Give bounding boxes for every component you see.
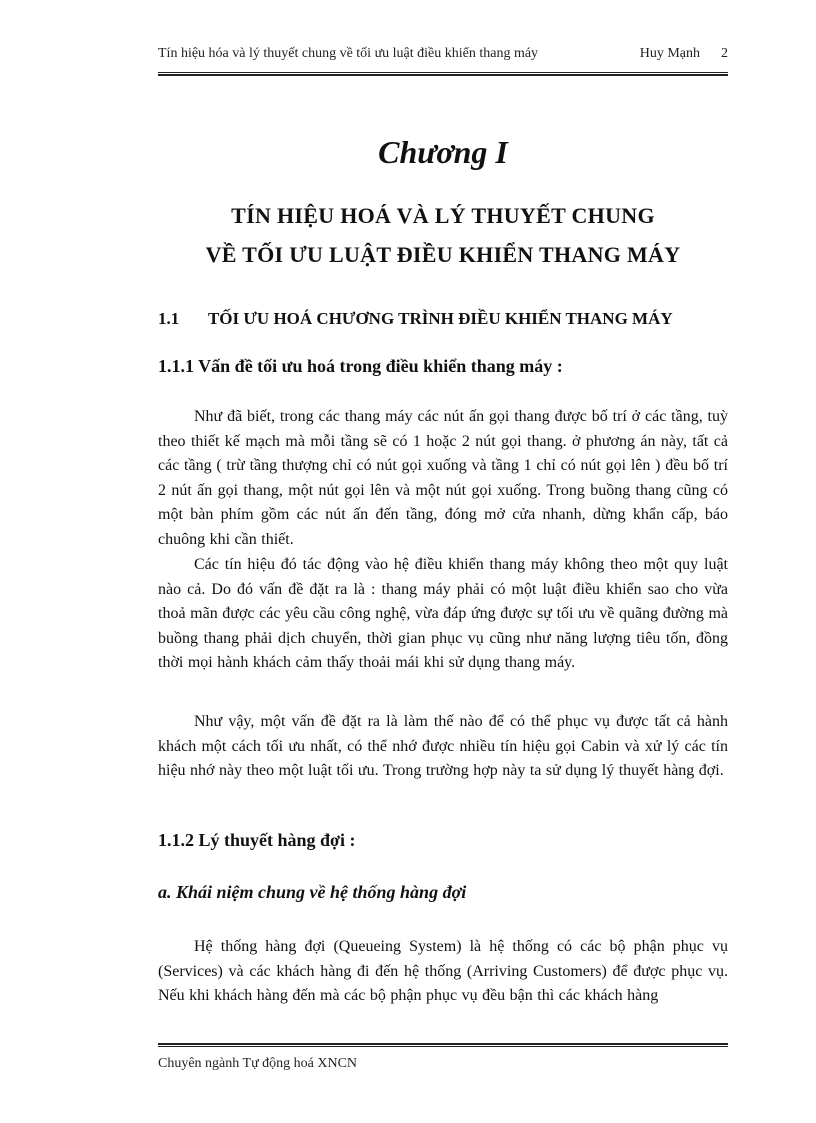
paragraph-1: Như đã biết, trong các thang máy các nút ấn gọi thang được bố trí ở các tầng, tuỳ theo thiết kế mạch mà mỗi tầng sẽ có 1 hoặc 2 nút gọi thang. ở phương án này, tất cả các tầng ( trừ tầng thượng chỉ có nút gọi xuống và tầng 1 chỉ có nút gọi lên ) đều bố trí 2 nút ấn gọi thang, một nút gọi lên và một nút gọi xuống. Trong buồng thang cũng có một bàn phím gồm các nút ấn đến tầng, đóng mở cửa nhanh, dừng khẩn cấp, báo chuông khi cần thiết. — [158, 408, 728, 548]
paragraph-4: Hệ thống hàng đợi (Queueing System) là hệ thống có các bộ phận phục vụ (Services) và các khách hàng đi đến hệ thống (Arriving Customers) để được phục vụ. Nếu khi khách hàng đến mà các bộ phận phục vụ đều bận thì các khách hàng — [158, 938, 728, 1004]
chapter-title-line-1: TÍN HIỆU HOÁ VÀ LÝ THUYẾT CHUNG — [231, 203, 655, 228]
paragraph-3: Như vậy, một vấn đề đặt ra là làm thế nào để có thể phục vụ được tất cả hành khách một cách tối ưu nhất, có thể nhớ được nhiều tín hiệu gọi Cabin và xử lý các tín hiệu nhớ này theo một luật tối ưu. Trong trường hợp này ta sử dụng lý thuyết hàng đợi. — [158, 713, 728, 779]
header-rule — [158, 72, 728, 76]
section-heading-1-1 — [158, 309, 728, 329]
footer-rule — [158, 1043, 728, 1047]
page-footer: Chuyên ngành Tự động hoá XNCN — [158, 1056, 358, 1071]
section-title: TỐI ƯU HOÁ CHƯƠNG TRÌNH ĐIỀU KHIỂN THANG MÁY — [207, 309, 673, 328]
subsection-heading-a: a. Khái niệm chung về hệ thống hàng đợi — [158, 882, 467, 902]
chapter-title-line-2: VỀ TỐI ƯU LUẬT ĐIỀU KHIỂN THANG MÁY — [205, 242, 681, 267]
section-number: 1.1 — [158, 309, 180, 328]
header-title: Tín hiệu hóa và lý thuyết chung về tối ưu luật điều khiển thang máy — [158, 46, 539, 61]
page-number: 2 — [721, 46, 728, 61]
section-heading-1-1-2: 1.1.2 Lý thuyết hàng đợi : — [158, 830, 356, 850]
section-heading-1-1-1: 1.1.1 Vấn đề tối ưu hoá trong điều khiển thang máy : — [158, 356, 563, 376]
paragraph-2: Các tín hiệu đó tác động vào hệ điều khiển thang máy không theo một quy luật nào cả. Do đó vấn đề đặt ra là : thang máy phải có một luật điều khiển sao cho vừa thoả mãn được các yêu cầu công nghệ, vừa đáp ứng được sự tối ưu về quãng đường mà buồng thang phải dịch chuyển, thời gian phục vụ cũng như năng lượng tiêu tốn, đồng thời mọi hành khách cảm thấy thoải mái khi sử dụng thang máy. — [158, 556, 728, 671]
chapter-label: Chương I — [378, 134, 508, 170]
header-author: Huy Mạnh — [639, 46, 700, 61]
